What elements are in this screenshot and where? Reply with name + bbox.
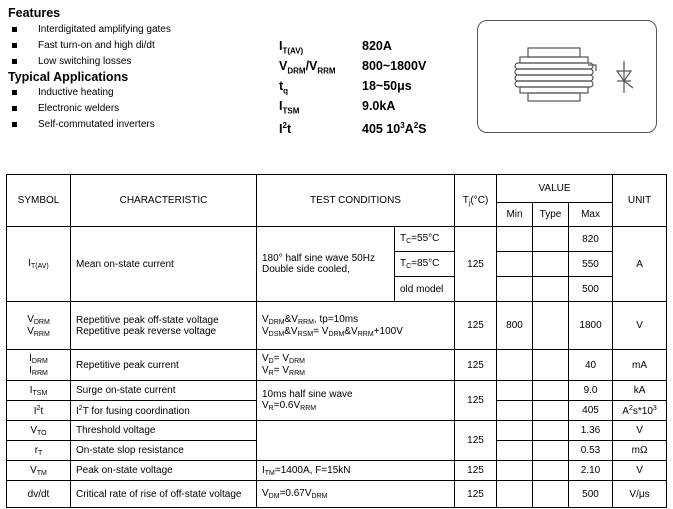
unit-cell: V/μs [613, 481, 667, 508]
table-row [7, 481, 667, 508]
header-type: Type [533, 203, 569, 227]
thyristor-package-icon [478, 21, 656, 132]
max-cell: 1800 [569, 302, 613, 350]
characteristic-cell: Surge on-state current [71, 381, 257, 401]
spec-tq: $t_q$ 18~50μs [279, 79, 412, 96]
min-cell: 800 [497, 302, 533, 350]
package-outline-box [477, 20, 657, 133]
spec-itav: $I_{T(AV)}$ 820A [279, 39, 392, 56]
list-item: Electronic welders [12, 101, 155, 117]
characteristic-cell: Threshold voltage [71, 421, 257, 441]
unit-cell: A [613, 227, 667, 302]
unit-cell: V [613, 302, 667, 350]
unit-cell: mA [613, 350, 667, 381]
condition-cell: $V_D= V_{DRM}$ $V_R= V_{RRM}$ [257, 350, 455, 381]
bullet-icon [12, 106, 17, 111]
header-max: Max [569, 203, 613, 227]
spec-itsm: $I_{TSM}$ 9.0kA [279, 99, 396, 116]
max-cell: 2.10 [569, 461, 613, 481]
header-min: Min [497, 203, 533, 227]
bullet-icon [12, 59, 17, 64]
max-cell: 550 [569, 252, 613, 277]
max-cell: 500 [569, 481, 613, 508]
key-specs [279, 36, 479, 136]
max-cell: 1.36 [569, 421, 613, 441]
sub-condition-cell: $T_C=85^\circ C$ [395, 252, 455, 277]
table-row [7, 227, 667, 252]
condition-cell: $V_{DM}=0.67V_{DRM}$ [257, 481, 455, 508]
features-list [12, 22, 171, 70]
symbol-cell: dv/dt [7, 481, 71, 508]
symbol-cell: $I_{TSM}$ [7, 381, 71, 401]
symbol-cell: $r_T$ [7, 441, 71, 461]
symbol-cell: $V_{DRM}$ $V_{RRM}$ [7, 302, 71, 350]
list-item: Interdigitated amplifying gates [12, 22, 171, 38]
features-title: Features [8, 6, 61, 20]
sub-condition-cell: $T_C=55^\circ C$ [395, 227, 455, 252]
symbol-cell: $V_{TM}$ [7, 461, 71, 481]
max-cell: 0.53 [569, 441, 613, 461]
max-cell: 405 [569, 401, 613, 421]
unit-cell: kA [613, 381, 667, 401]
unit-cell: V [613, 461, 667, 481]
table-row [7, 421, 667, 441]
characteristic-cell: Peak on-state voltage [71, 461, 257, 481]
tj-cell: 125 [455, 461, 497, 481]
max-cell: 500 [569, 277, 613, 302]
characteristics-table [6, 174, 667, 508]
symbol-cell: $V_{TO}$ [7, 421, 71, 441]
bullet-icon [12, 27, 17, 32]
tj-cell: 125 [455, 481, 497, 508]
condition-cell: $V_{DRM}\&V_{RRM}$, tp=10ms $V_{DSM}\&V_{RSM}=$ $V_{DRM}\&V_{RRM}+100V$ [257, 302, 455, 350]
bullet-icon [12, 90, 17, 95]
spec-vdrm: $V_{DRM}/V_{RRM}$ 800~1800V [279, 59, 427, 76]
header-tj: $T_j(^\circ C)$ [455, 175, 497, 227]
symbol-cell: $I_{T(AV)}$ [7, 227, 71, 302]
table-row [7, 350, 667, 381]
table-row [7, 302, 667, 350]
list-item: Inductive heating [12, 85, 155, 101]
applications-list [12, 85, 155, 133]
tj-cell: 125 [455, 381, 497, 421]
sub-condition-cell: old model [395, 277, 455, 302]
tj-cell: 125 [455, 350, 497, 381]
tj-cell: 125 [455, 227, 497, 302]
list-item: Fast turn-on and high di/dt [12, 38, 171, 54]
characteristic-cell: Mean on-state current [71, 227, 257, 302]
header-symbol: SYMBOL [7, 175, 71, 227]
list-item: Self-commutated inverters [12, 117, 155, 133]
header-characteristic: CHARACTERISTIC [71, 175, 257, 227]
unit-cell: $A^2s*10^3$ [613, 401, 667, 421]
header-unit: UNIT [613, 175, 667, 227]
header-test-conditions: TEST CONDITIONS [257, 175, 455, 227]
table-row [7, 461, 667, 481]
characteristic-cell: Critical rate of rise of off-state voltage [71, 481, 257, 508]
max-cell: 40 [569, 350, 613, 381]
applications-title: Typical Applications [8, 70, 129, 84]
bullet-icon [12, 122, 17, 127]
condition-cell: 10ms half sine wave $V_R=0.6V_{RRM}$ [257, 381, 455, 421]
symbol-cell: $I^2t$ [7, 401, 71, 421]
table-row [7, 381, 667, 401]
tj-cell: 125 [455, 421, 497, 461]
characteristic-cell: Repetitive peak current [71, 350, 257, 381]
unit-cell: V [613, 421, 667, 441]
tj-cell: 125 [455, 302, 497, 350]
list-item: Low switching losses [12, 54, 171, 70]
header-value: VALUE [497, 175, 613, 203]
condition-cell: 180° half sine wave 50Hz Double side cooled, [257, 227, 395, 302]
max-cell: 9.0 [569, 381, 613, 401]
table-header-row [7, 175, 667, 203]
symbol-cell: $I_{DRM}$ $I_{RRM}$ [7, 350, 71, 381]
characteristic-cell: Repetitive peak off-state voltage Repetitive peak reverse voltage [71, 302, 257, 350]
unit-cell: mΩ [613, 441, 667, 461]
condition-cell: $I_{TM}=1400A$, F=15kN [257, 461, 455, 481]
max-cell: 820 [569, 227, 613, 252]
characteristic-cell: $I^2T$ for fusing coordination [71, 401, 257, 421]
bullet-icon [12, 43, 17, 48]
spec-i2t: $I^2t$ 405 $10^3A^2S$ [279, 121, 427, 137]
characteristic-cell: On-state slop resistance [71, 441, 257, 461]
